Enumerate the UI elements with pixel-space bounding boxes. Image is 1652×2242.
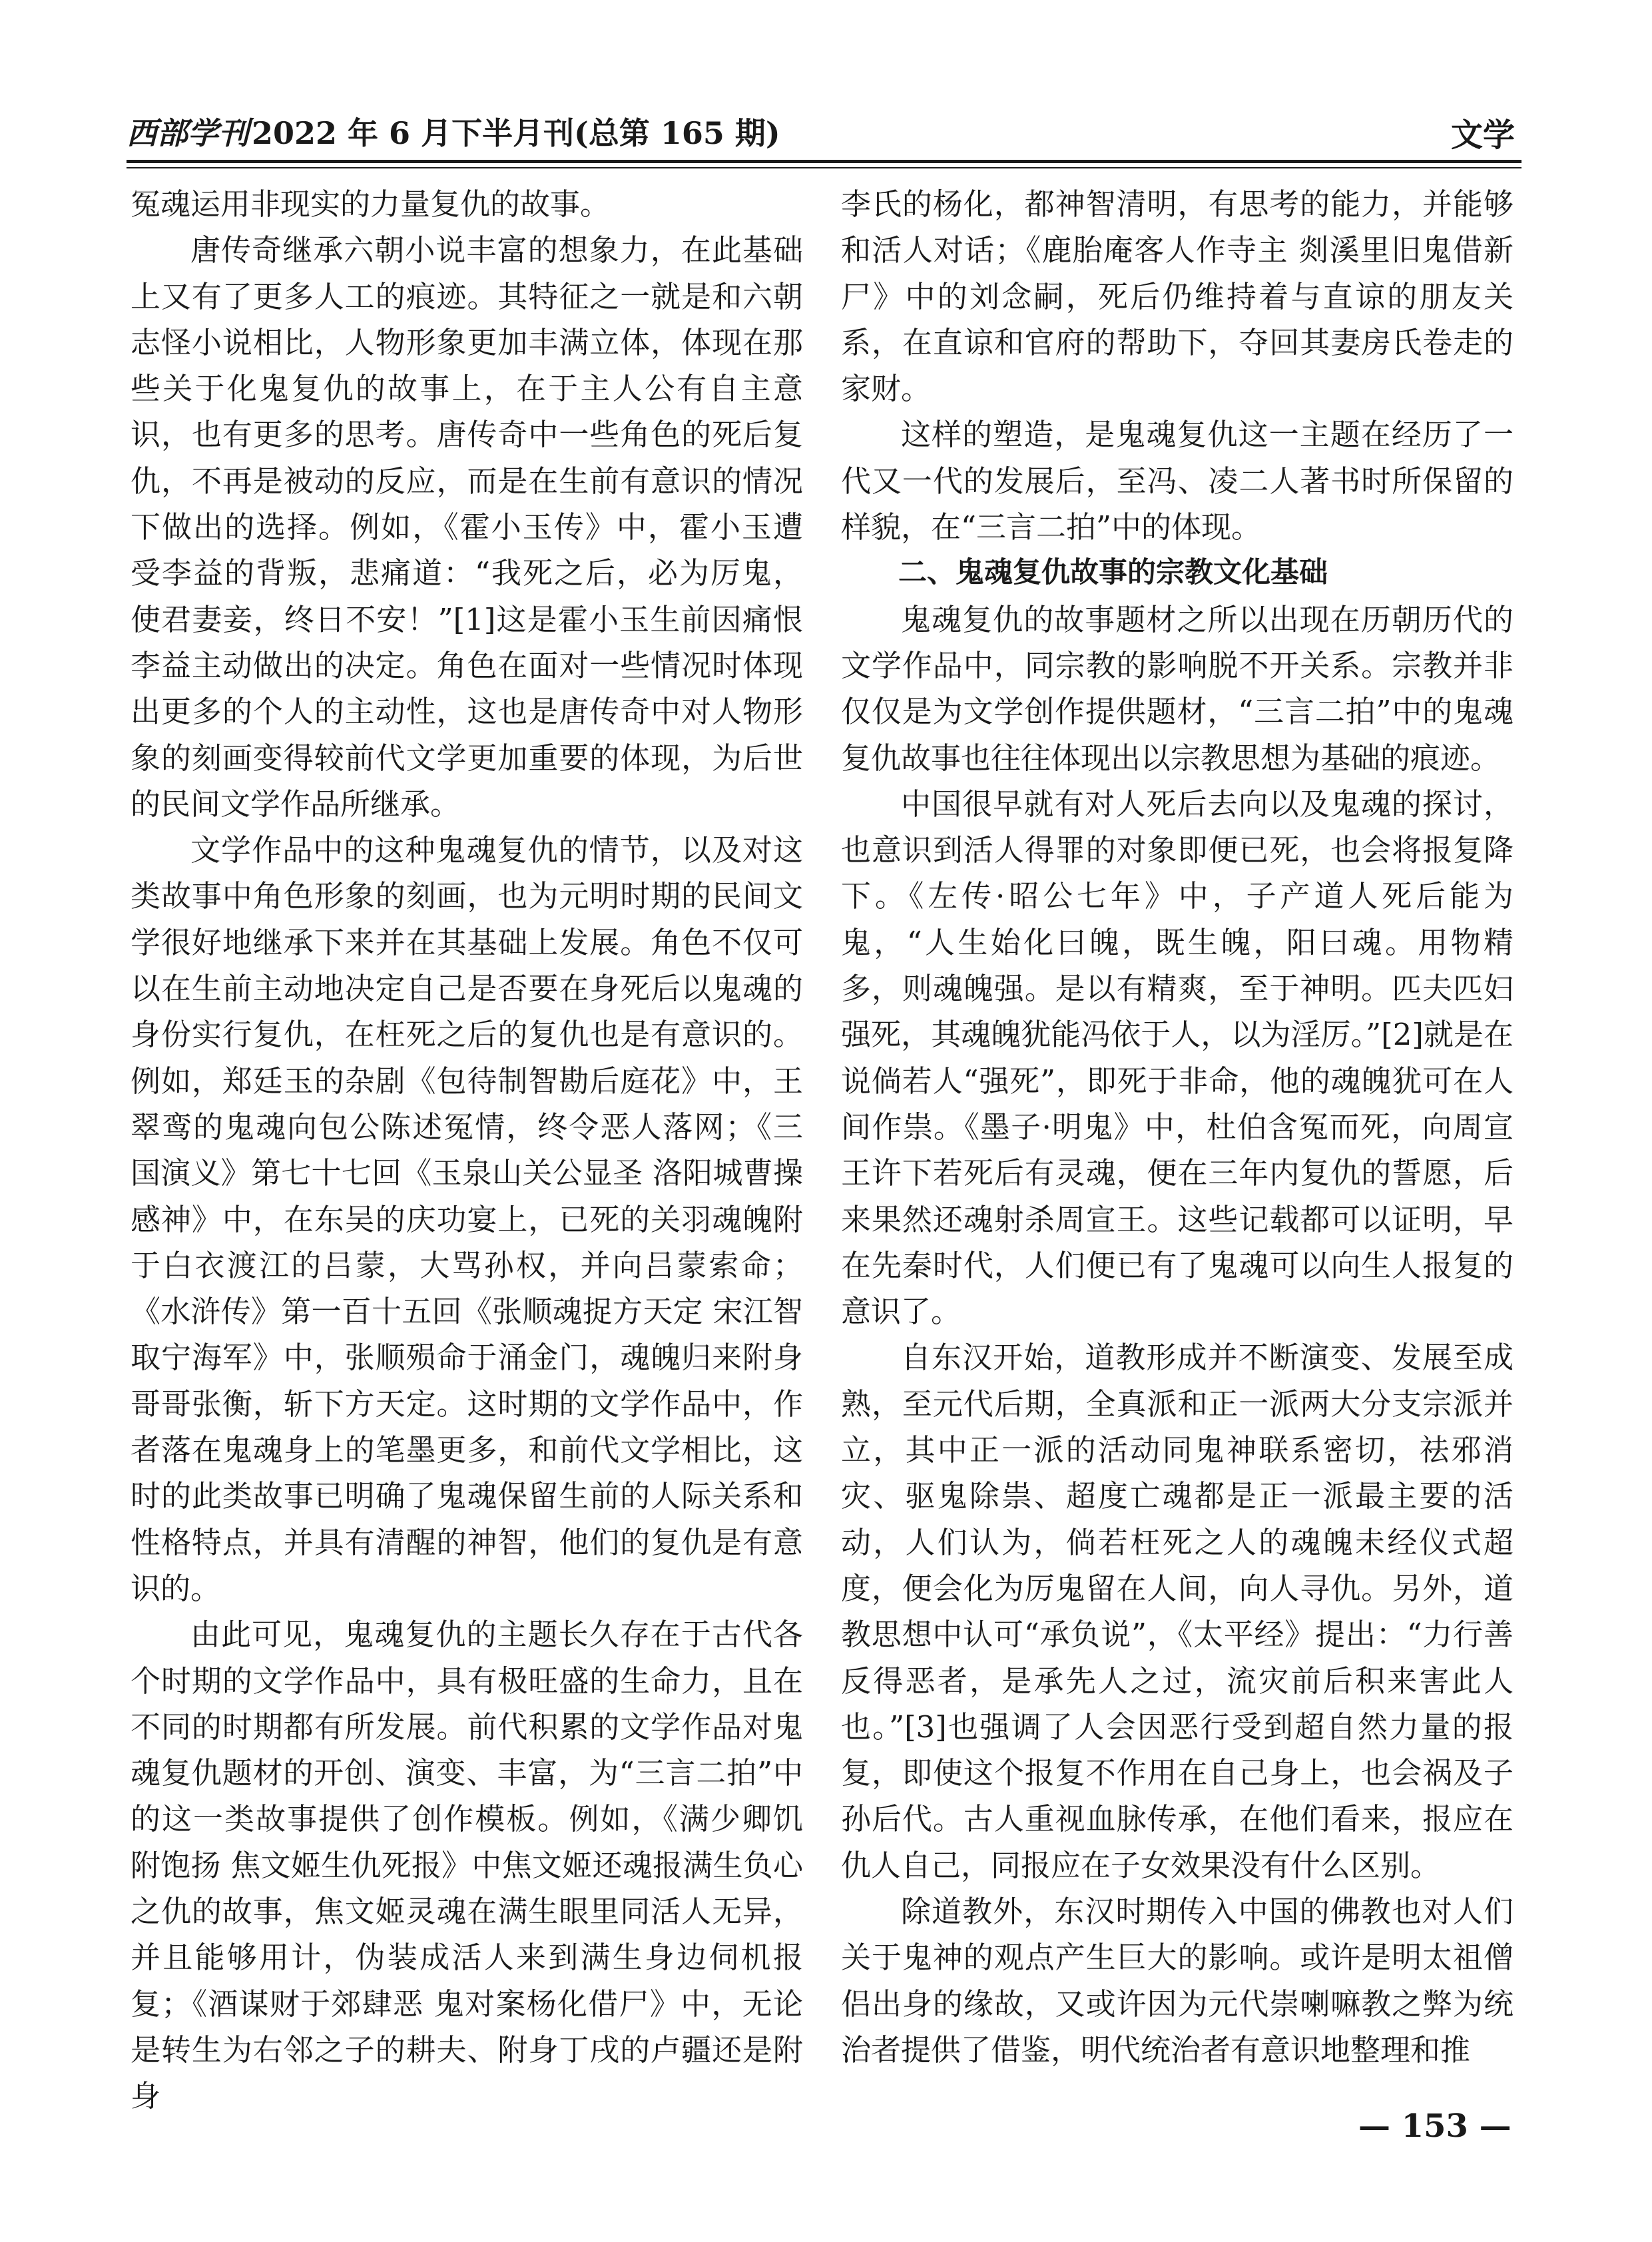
paragraph: 文学作品中的这种鬼魂复仇的情节，以及对这类故事中角色形象的刻画，也为元明时期的民间文学很好地继承下来并在其基础上发展。角色不仅可以在生前主动地决定自己是否要在身死后以鬼魂的身份实行复仇，在枉死之后的复仇也是有意识的。例如，郑廷玉的杂剧《包待制智勘后庭花》中，王翠鸾的鬼魂向包公陈述冤情，终令恶人落网；《三国演义》第七十七回《玉泉山关公显圣 洛阳城曹操感神》中，在东吴的庆功宴上，已死的关羽魂魄附于白衣渡江的吕蒙，大骂孙权，并向吕蒙索命；《水浒传》第一百十五回《张顺魂捉方天定 宋江智取宁海军》中，张顺殒命于涌金门，魂魄归来附身哥哥张衡，斩下方天定。这时期的文学作品中，作者落在鬼魂身上的笔墨更多，和前代文学相比，这时的此类故事已明确了鬼魂保留生前的人际关系和性格特点，并具有清醒的神智，他们的复仇是有意识的。: [131, 832, 803, 1606]
left-column: [131, 181, 803, 2119]
issue-info: 2022 年 6 月下半月刊(总第 165 期): [252, 115, 780, 151]
page-header: [127, 107, 1521, 153]
paragraph: 这样的塑造，是鬼魂复仇这一主题在经历了一代又一代的发展后，至冯、凌二人著书时所保留的样貌，在“三言二拍”中的体现。: [841, 417, 1514, 545]
paragraph: 冤魂运用非现实的力量复仇的故事。: [131, 186, 611, 222]
paragraph: 自东汉开始，道教形成并不断演变、发展至成熟，至元代后期，全真派和正一派两大分支宗派并立，其中正一派的活动同鬼神联系密切，祛邪消灾、驱鬼除祟、超度亡魂都是正一派最主要的活动，人们认为，倘若枉死之人的魂魄未经仪式超度，便会化为厉鬼留在人间，向人寻仇。另外，道教思想中认可“承负说”，《太平经》提出：“力行善反得恶者，是承先人之过，流灾前后积来害此人也。”[3]也强调了人会因恶行受到超自然力量的报复，即使这个报复不作用在自己身上，也会祸及子孙后代。古人重视血脉传承，在他们看来，报应在仇人自己，同报应在子女效果没有什么区别。: [841, 1340, 1514, 1883]
journal-title: [127, 109, 780, 153]
paragraph: 中国很早就有对人死后去向以及鬼魂的探讨，也意识到活人得罪的对象即便已死，也会将报复降下。《左传·昭公七年》中，子产道人死后能为鬼，“人生始化曰魄，既生魄，阳曰魂。用物精多，则魂魄强。是以有精爽，至于神明。匹夫匹妇强死，其魂魄犹能冯依于人，以为淫厉。”[2]就是在说倘若人“强死”，即死于非命，他的魂魄犹可在人间作祟。《墨子·明鬼》中，杜伯含冤而死，向周宣王许下若死后有灵魂，便在三年内复仇的誓愿，后来果然还魂射杀周宣王。这些记载都可以证明，早在先秦时代，人们便已有了鬼魂可以向生人报复的意识了。: [841, 786, 1514, 1330]
header-rule-thin: [127, 167, 1521, 168]
header-rule-thick: [127, 160, 1521, 163]
paragraph: 鬼魂复仇的故事题材之所以出现在历朝历代的文学作品中，同宗教的影响脱不开关系。宗教并非仅仅是为文学创作提供题材，“三言二拍”中的鬼魂复仇故事也往往体现出以宗教思想为基础的痕迹。: [841, 601, 1514, 776]
paragraph: 李氏的杨化，都神智清明，有思考的能力，并能够和活人对话；《鹿胎庵客人作寺主 剡溪里旧鬼借新尸》中的刘念嗣，死后仍维持着与直谅的朋友关系，在直谅和官府的帮助下，夺回其妻房氏卷走的家财。: [841, 186, 1514, 407]
right-column: [841, 181, 1514, 2073]
journal-logo: 西部学刊: [127, 115, 249, 151]
page-number: — 153 —: [1358, 2107, 1512, 2145]
paragraph: 唐传奇继承六朝小说丰富的想象力，在此基础上又有了更多人工的痕迹。其特征之一就是和六朝志怪小说相比，人物形象更加丰满立体，体现在那些关于化鬼复仇的故事上，在于主人公有自主意识，也有更多的思考。唐传奇中一些角色的死后复仇，不再是被动的反应，而是在生前有意识的情况下做出的选择。例如，《霍小玉传》中，霍小玉遭受李益的背叛，悲痛道：“我死之后，必为厉鬼，使君妻妾，终日不安！”[1]这是霍小玉生前因痛恨李益主动做出的决定。角色在面对一些情况时体现出更多的个人的主动性，这也是唐传奇中对人物形象的刻画变得较前代文学更加重要的体现，为后世的民间文学作品所继承。: [131, 232, 803, 822]
section-label: 文学: [1450, 117, 1515, 154]
section-heading: 二、鬼魂复仇故事的宗教文化基础: [898, 556, 1328, 590]
paragraph: 由此可见，鬼魂复仇的主题长久存在于古代各个时期的文学作品中，具有极旺盛的生命力，且在不同的时期都有所发展。前代积累的文学作品对鬼魂复仇题材的开创、演变、丰富，为“三言二拍”中的这一类故事提供了创作模板。例如，《满少卿饥附饱扬 焦文姬生仇死报》中焦文姬还魂报满生负心之仇的故事，焦文姬灵魂在满生眼里同活人无异，并且能够用计，伪装成活人来到满生身边伺机报复；《酒谋财于郊肆恶 鬼对案杨化借尸》中，无论是转生为右邻之子的耕夫、附身丁戌的卢疆还是附身: [131, 1617, 803, 2114]
paragraph: 除道教外，东汉时期传入中国的佛教也对人们关于鬼神的观点产生巨大的影响。或许是明太祖僧侣出身的缘故，又或许因为元代崇喇嘛教之弊为统治者提供了借鉴，明代统治者有意识地整理和推: [841, 1893, 1514, 2068]
